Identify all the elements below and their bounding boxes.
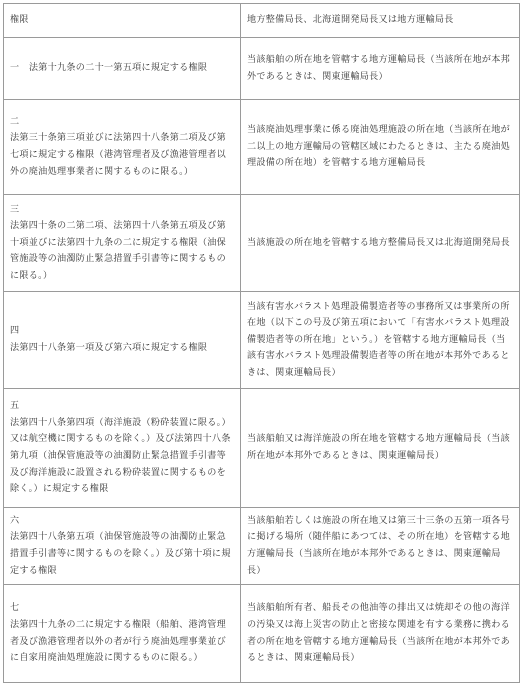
- authority-text: 法第十九条の二十一第五項に規定する権限: [28, 63, 208, 74]
- header-official: 地方整備局長、北海道開発局長又は地方運輸局長: [241, 4, 520, 38]
- authority-text: 法第四十八条第五項（油保管施設等の油濁防止緊急措置手引書等に関するものを除く。）及び第十項に規定する権限: [10, 532, 231, 576]
- row-number: 五: [10, 401, 20, 412]
- row-number: 六: [10, 515, 20, 526]
- table-row: [4, 508, 520, 585]
- table-row: [4, 195, 520, 292]
- table-row: [4, 100, 520, 195]
- official-cell: 当該施設の所在地を管轄する地方整備局長又は北海道開発局長: [241, 195, 520, 292]
- authority-cell: [4, 38, 241, 100]
- authority-cell: [4, 389, 241, 508]
- row-number: 一: [10, 63, 20, 74]
- authority-text: 法第三十条第三項並びに法第四十八条第二項及び第七項に規定する権限（港湾管理者及び漁港管理者以外の廃油処理事業者に関するものに限る。）: [10, 133, 227, 177]
- official-cell: 当該船舶又は海洋施設の所在地を管轄する地方運輸局長（当該所在地が本邦外であるときは、関東運輸局長）: [241, 389, 520, 508]
- authority-table: [3, 3, 520, 683]
- table-row: [4, 389, 520, 508]
- authority-text: 法第四十八条第四項（海洋施設（粉砕装置に限る。）又は航空機に関するものを除く。）及び法第四十八条第九項（油保管施設等の油濁防止緊急措置手引書等及び海洋施設に設置される粉砕装置に関するものを除く。）に規定する権限: [10, 417, 231, 495]
- row-number: 三: [10, 204, 20, 215]
- authority-cell: [4, 100, 241, 195]
- official-cell: 当該船舶所有者、船長その他油等の排出又は焼却その他の海洋の汚染又は海上災害の防止と密接な関連を有する業務に携わる者の所在地を管轄する地方運輸局長（当該所在地が本邦外であるときは、関東運輸局長）: [241, 585, 520, 683]
- table-row: [4, 38, 520, 100]
- authority-cell: [4, 292, 241, 389]
- table-row: [4, 585, 520, 683]
- table-row: [4, 292, 520, 389]
- authority-cell: [4, 195, 241, 292]
- official-cell: 当該有害水バラスト処理設備製造者等の事務所又は事業所の所在地（以下この号及び第五項において「有害水バラスト処理設備製造者等の所在地」という。）を管轄する地方運輸局長（当該有害水バラスト処理設備製造者等の所在地が本邦外であるときは、関東運輸局長）: [241, 292, 520, 389]
- header-authority: 権限: [4, 4, 241, 38]
- official-cell: 当該船舶の所在地を管轄する地方運輸局長（当該所在地が本邦外であるときは、関東運輸局長）: [241, 38, 520, 100]
- official-cell: 当該廃油処理事業に係る廃油処理施設の所在地（当該所在地が二以上の地方運輸局の管轄区域にわたるときは、主たる廃油処理設備の所在地）を管轄する地方運輸局長: [241, 100, 520, 195]
- authority-cell: [4, 585, 241, 683]
- authority-text: 法第四十条の二第二項、法第四十八条第五項及び第十項並びに法第四十九条の二に規定する権限（油保管施設等の油濁防止緊急措置手引書等に関するものに限る。）: [10, 221, 227, 281]
- official-cell: 当該船舶若しくは施設の所在地又は第三十三条の五第一項各号に掲げる場所（随伴船にあつては、その所在地）を管轄する地方運輸局長（当該所在地が本邦外であるときは、関東運輸局長）: [241, 508, 520, 585]
- authority-cell: [4, 508, 241, 585]
- row-number: 七: [10, 603, 20, 614]
- row-number: 二: [10, 116, 20, 127]
- authority-text: 法第四十八条第一項及び第六項に規定する権限: [10, 343, 208, 353]
- row-number: 四: [10, 326, 20, 337]
- authority-text: 法第四十九条の二に規定する権限（船舶、港湾管理者及び漁港管理者以外の者が行う廃油処理事業並びに自家用廃油処理施設に関するものに限る。）: [10, 619, 227, 664]
- table-header-row: [4, 4, 520, 38]
